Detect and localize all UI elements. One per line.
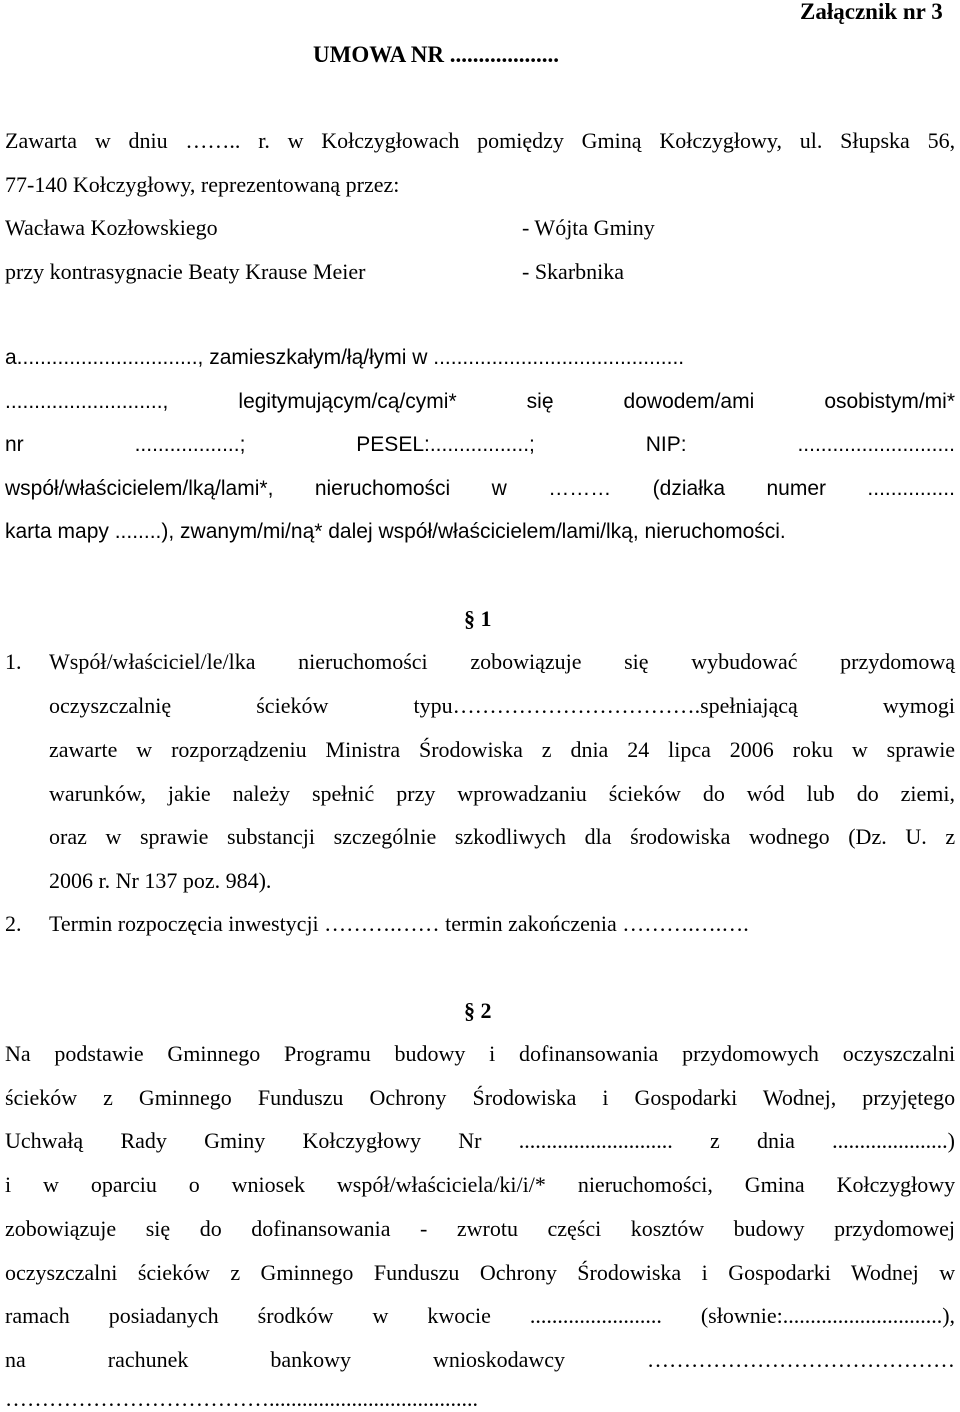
section-2-line-2: ścieków z Gminnego Funduszu Ochrony Środowiska i Gospodarki Wodnej, przyjętego [5, 1085, 956, 1110]
party-line-5: karta mapy ........), zwanym/mi/ną* dalej współ/właścicielem/lami/lką, nieruchomości. [5, 520, 786, 543]
item-2-number: 2. [5, 911, 22, 936]
item-1-line-5: oraz w sprawie substancji szczególnie szkodliwych dla środowiska wodnego (Dz. U. z [49, 824, 956, 849]
party-line-4: współ/właścicielem/lką/lami*, nieruchomości w ……… (działka numer ............... [5, 477, 955, 500]
attachment-label: Załącznik nr 3 [800, 0, 943, 24]
section-2-line-6: oczyszczalni ścieków z Gminnego Funduszu Ochrony Środowiska i Gospodarki Wodnej w [5, 1260, 956, 1285]
party-line-2: ..........................., legitymującym/cą/cymi* się dowodem/ami osobistym/mi* [5, 390, 956, 413]
representative-role-1: - Wójta Gminy [522, 215, 655, 240]
section-2-line-8: na rachunek bankowy wnioskodawcy …………………………………… [5, 1347, 956, 1372]
contract-title: UMOWA NR ................... [313, 42, 559, 67]
section-2-line-3: Uchwałą Rady Gminy Kołczygłowy Nr ............................ z dnia .....................) [5, 1128, 955, 1153]
party-line-3: nr ..................; PESEL:.................; NIP: ........................... [5, 433, 955, 456]
section-2-line-4: i w oparciu o wniosek współ/właściciela/ki/i/* nieruchomości, Gmina Kołczygłowy [5, 1172, 956, 1197]
intro-line-2: 77-140 Kołczygłowy, reprezentowaną przez: [5, 172, 400, 197]
item-1-line-4: warunków, jakie należy spełnić przy wprowadzaniu ścieków do wód lub do ziemi, [49, 781, 956, 806]
section-2-line-9: ………………………………...................................... [5, 1386, 478, 1411]
representative-name-2: przy kontrasygnacie Beaty Krause Meier [5, 259, 366, 284]
representative-role-2: - Skarbnika [522, 259, 625, 284]
section-1-heading: § 1 [464, 606, 492, 631]
section-2-line-1: Na podstawie Gminnego Programu budowy i dofinansowania przydomowych oczyszczalni [5, 1041, 956, 1066]
item-1-line-1: Współ/właściciel/le/lka nieruchomości zobowiązuje się wybudować przydomową [49, 649, 956, 674]
party-line-1: a..............................., zamieszkałym/łą/łymi w ........................................... [5, 346, 685, 369]
item-1-line-2: oczyszczalnię ścieków typu…………………………….spełniającą wymogi [49, 693, 956, 718]
item-2-text: Termin rozpoczęcia inwestycji ……….…… termin zakończenia ……….….…. [49, 911, 749, 936]
item-1-number: 1. [5, 649, 22, 674]
representative-name-1: Wacława Kozłowskiego [5, 215, 218, 240]
item-1-line-6: 2006 r. Nr 137 poz. 984). [49, 868, 272, 893]
intro-line-1: Zawarta w dniu …….. r. w Kołczygłowach pomiędzy Gminą Kołczygłowy, ul. Słupska 56, [5, 128, 956, 153]
section-2-line-7: ramach posiadanych środków w kwocie ........................ (słownie:.............................), [5, 1303, 956, 1328]
item-1-line-3: zawarte w rozporządzeniu Ministra Środowiska z dnia 24 lipca 2006 roku w sprawie [49, 737, 956, 762]
section-2-heading: § 2 [464, 998, 492, 1023]
section-2-line-5: zobowiązuje się do dofinansowania - zwrotu części kosztów budowy przydomowej [5, 1216, 956, 1241]
